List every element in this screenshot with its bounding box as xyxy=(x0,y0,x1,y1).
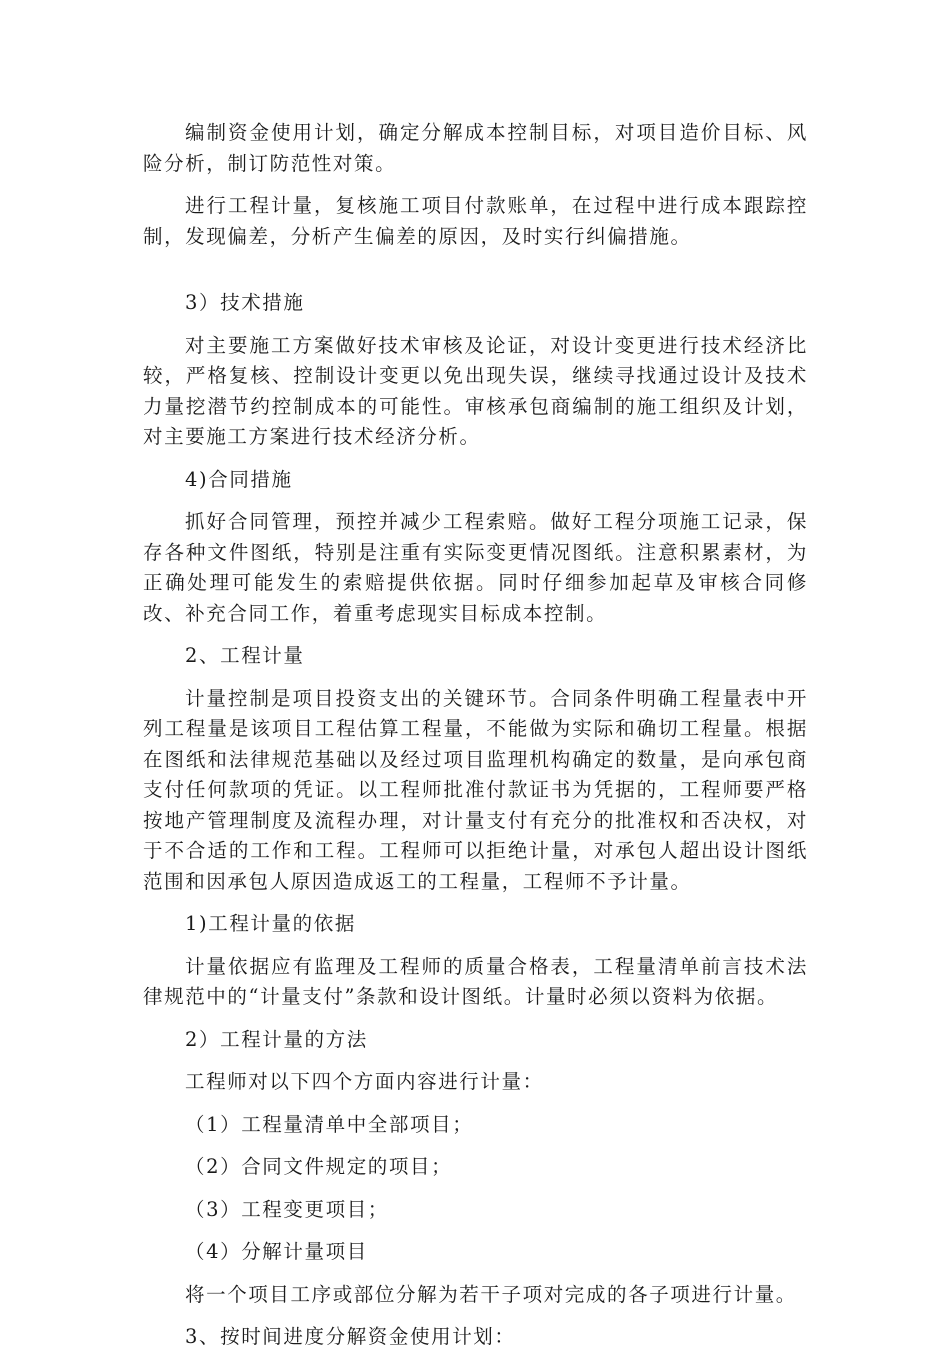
heading-measurement-method: 2）工程计量的方法 xyxy=(185,1027,368,1051)
list-item: （1）工程量清单中全部项目； xyxy=(185,1112,474,1136)
heading-engineering-measurement: 2、工程计量 xyxy=(185,644,305,667)
list-item: （2）合同文件规定的项目； xyxy=(185,1155,453,1178)
paragraph-split-measurement: 将一个项目工序或部位分解为若干子项对完成的各子项进行计量。 xyxy=(185,1282,797,1306)
spacer xyxy=(143,264,808,288)
list-item: （3）工程变更项目； xyxy=(185,1197,389,1221)
paragraph-engineering-measurement: 计量控制是项目投资支出的关键环节。合同条件明确工程量表中开列工程量是该项目工程估算工程量，不能做为实际和确切工程量。根据在图纸和法律规范基础以及经过项目监理机构确定的数量，是向承包商支付任何款项的凭证。以工程师批准付款证书为凭据的，工程师要严格按地产管理制度及流程办理，对计量支付有充分的批准权和否决权，对于不合适的工作和工程。工程师可以拒绝计量，对承包人超出设计图纸范围和因承包人原因造成返工的工程量，工程师不予计量。 xyxy=(143,686,808,893)
heading-schedule-fund-plan: 3、按时间进度分解资金使用计划： xyxy=(185,1325,516,1348)
list-item: （4）分解计量项目 xyxy=(185,1240,368,1263)
paragraph-contract-measures: 抓好合同管理，预控并减少工程索赔。做好工程分项施工记录，保存各种文件图纸，特别是注重有实际变更情况图纸。注意积累素材，为正确处理可能发生的索赔提供依据。同时仔细参加起草及审核合同修改、补充合同工作，着重考虑现实目标成本控制。 xyxy=(143,510,808,625)
heading-contract-measures: 4)合同措施 xyxy=(185,467,293,491)
paragraph-fund-plan: 编制资金使用计划，确定分解成本控制目标，对项目造价目标、风险分析，制订防范性对策。 xyxy=(143,121,808,175)
paragraph-measurement-basis: 计量依据应有监理及工程师的质量合格表，工程量清单前言技术法律规范中的“计量支付”条款和设计图纸。计量时必须以资料为依据。 xyxy=(143,954,808,1008)
paragraph-technical-measures: 对主要施工方案做好技术审核及论证，对设计变更进行技术经济比较，严格复核、控制设计变更以免出现失误，继续寻找通过设计及技术力量挖潜节约控制成本的可能性。审核承包商编制的施工组织及计划，对主要施工方案进行技术经济分析。 xyxy=(143,333,808,448)
paragraph-measurement-review: 进行工程计量，复核施工项目付款账单，在过程中进行成本跟踪控制，发现偏差，分析产生偏差的原因，及时实行纠偏措施。 xyxy=(143,194,808,248)
paragraph-method-intro: 工程师对以下四个方面内容进行计量： xyxy=(185,1070,544,1093)
heading-technical-measures: 3）技术措施 xyxy=(185,291,305,314)
heading-measurement-basis: 1)工程计量的依据 xyxy=(185,912,356,935)
document-page xyxy=(143,118,808,1365)
